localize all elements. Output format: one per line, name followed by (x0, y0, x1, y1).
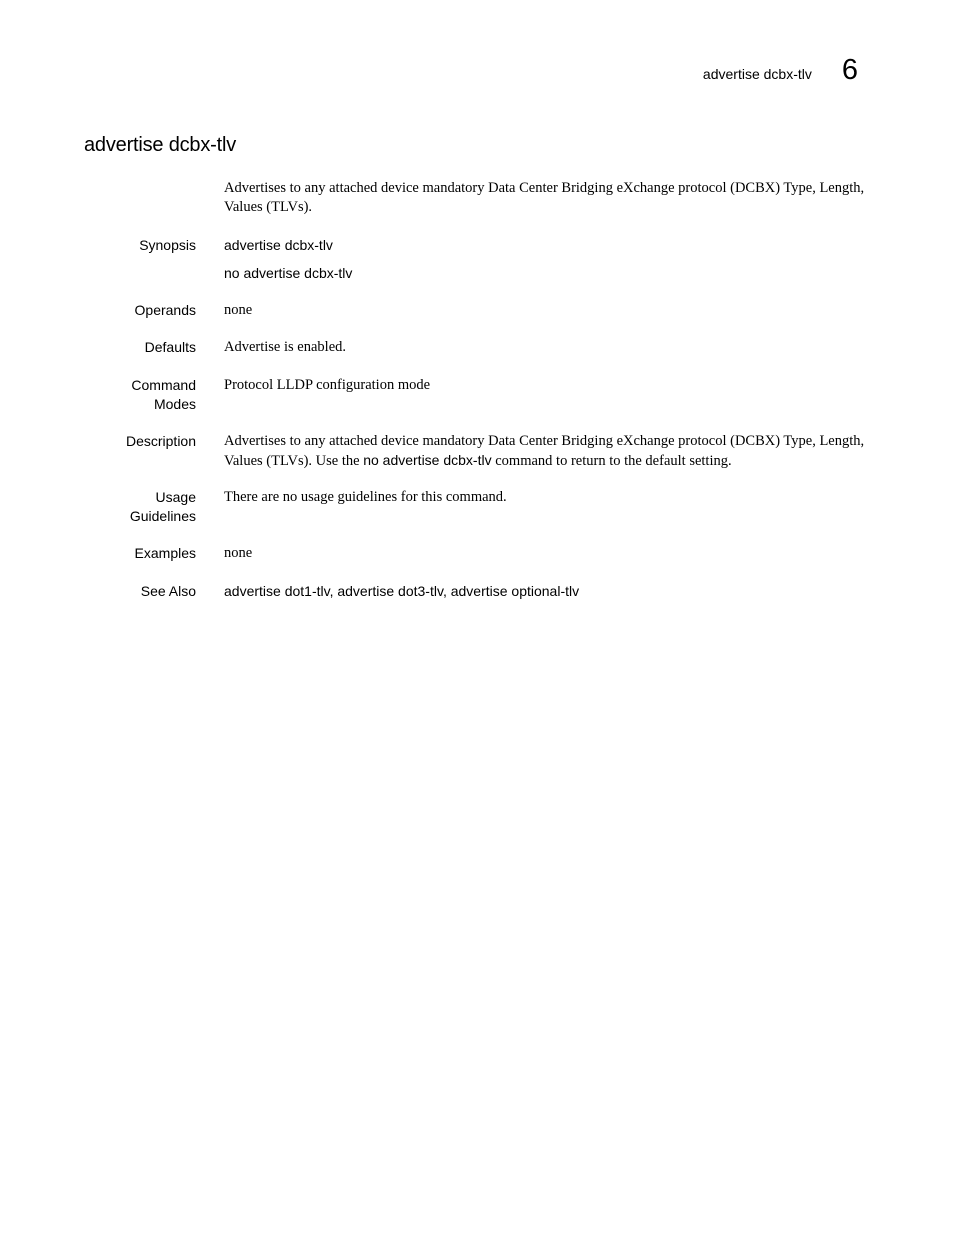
running-header (703, 56, 858, 85)
synopsis-command: advertise dcbx-tlv (224, 237, 333, 253)
synopsis-no-command: no advertise dcbx-tlv (224, 265, 353, 281)
description-text (224, 432, 884, 471)
operands-text: none (224, 302, 253, 318)
command-title: advertise dcbx-tlv (84, 134, 237, 156)
usage-guidelines-label-line1: Usage (155, 489, 196, 505)
command-modes-label-line2: Modes (153, 396, 196, 412)
usage-guidelines-text: There are no usage guidelines for this command. (224, 489, 507, 505)
see-also-link-optional-tlv[interactable]: advertise optional-tlv (450, 583, 580, 599)
see-also-links (224, 582, 884, 601)
synopsis-body (224, 236, 884, 281)
command-modes-text: Protocol LLDP configuration mode (224, 377, 431, 393)
chapter-number: 6 (841, 54, 858, 86)
intro-paragraph: Advertises to any attached device mandatory Data Center Bridging eXchange protocol (DCBX) Type, Length, Values (TLVs). (224, 180, 865, 215)
description-label: Description (125, 433, 196, 449)
see-also-separator: , (329, 583, 338, 599)
defaults-label: Defaults (144, 339, 196, 355)
see-also-separator: , (442, 583, 451, 599)
running-header-title: advertise dcbx-tlv (702, 66, 812, 82)
see-also-link-dot3-tlv[interactable]: advertise dot3-tlv (337, 583, 443, 599)
command-modes-label-line1: Command (131, 377, 196, 393)
see-also-label: See Also (140, 583, 196, 599)
description-text-after: command to return to the default setting. (491, 453, 732, 469)
defaults-text: Advertise is enabled. (224, 339, 347, 355)
usage-guidelines-label (86, 488, 196, 526)
operands-label: Operands (134, 302, 196, 318)
usage-guidelines-label-line2: Guidelines (129, 508, 196, 524)
description-text-before: Advertises to any attached device mandatory Data Center Bridging eXchange protocol (DCBX) Type, Length, Values (TLVs). Use the (224, 433, 865, 469)
examples-label: Examples (134, 545, 196, 561)
description-command: no advertise dcbx-tlv (363, 452, 492, 468)
synopsis-label: Synopsis (139, 237, 196, 253)
see-also-link-dot1-tlv[interactable]: advertise dot1-tlv (224, 583, 330, 599)
examples-text: none (224, 545, 253, 561)
command-modes-label (86, 376, 196, 414)
